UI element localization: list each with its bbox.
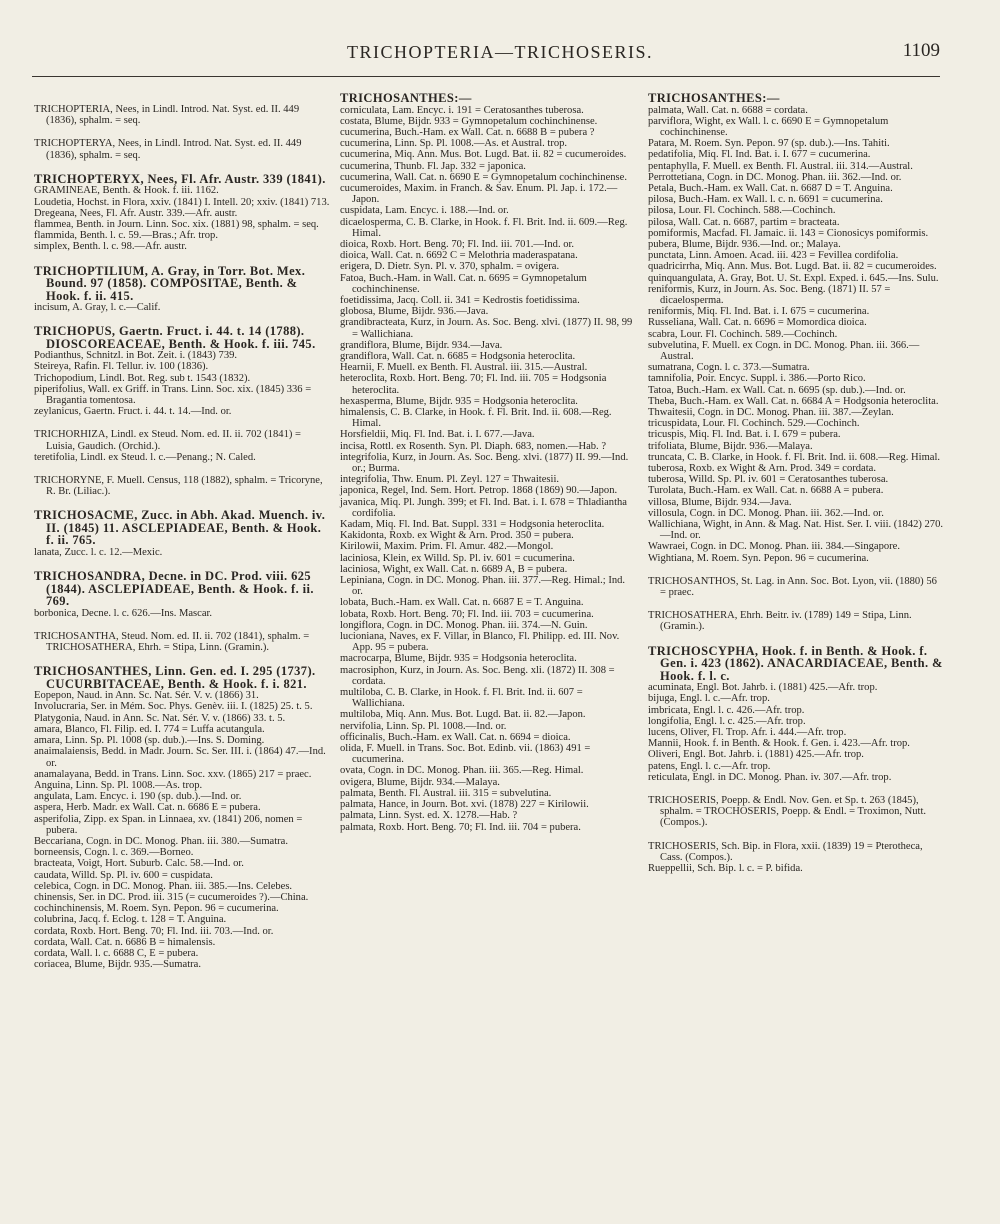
species-entry: punctata, Linn. Amoen. Acad. iii. 423 = Fevillea cordifolia. [648, 250, 899, 262]
header-rule [32, 76, 940, 77]
species-entry: tricuspis, Miq. Fl. Ind. Bat. i. I. 679 = pubera. [648, 429, 841, 441]
genus-entry: TRICHOSANTHOS, St. Lag. in Ann. Soc. Bot. Lyon, vii. (1880) 56 = praec. [648, 575, 937, 599]
species-entry: pubera, Blume, Bijdr. 936.—Ind. or.; Malaya. [648, 238, 841, 250]
species-entry: Tatoa, Buch.-Ham. ex Wall. Cat. n. 6695 (sp. dub.).—Ind. or. [648, 384, 906, 396]
species-entry: Trichopodium, Lindl. Bot. Reg. sub t. 1543 (1832). [34, 372, 251, 384]
species-entry: cordata, Wall. l. c. 6688 C, E = pubera. [34, 947, 199, 959]
species-entry: dioica, Wall. Cat. n. 6692 C = Melothria maderaspatana. [340, 250, 578, 262]
species-entry: pilosa, Lour. Fl. Cochinch. 588.—Cochinch. [648, 205, 836, 217]
species-entry: tamnifolia, Poir. Encyc. Suppl. i. 386.—Porto Rico. [648, 373, 866, 385]
species-entry: pomiformis, Macfad. Fl. Jamaic. ii. 143 = Cionosicys pomiformis. [648, 227, 929, 239]
species-entry: grandiflora, Blume, Bijdr. 934.—Java. [340, 339, 503, 351]
species-entry: imbricata, Engl. l. c. 426.—Afr. trop. [648, 704, 805, 716]
species-entry: villosa, Blume, Bijdr. 934.—Java. [648, 496, 792, 508]
species-entry: ovata, Cogn. in DC. Monog. Phan. iii. 365.—Reg. Himal. [340, 765, 584, 777]
species-entry: amara, Linn. Sp. Pl. 1008 (sp. dub.).—Ins. S. Doming. [34, 735, 265, 747]
species-entry: bracteata, Voigt, Hort. Suburb. Calc. 58.—Ind. or. [34, 858, 244, 870]
genus-entry: TRICHOPTERYA, Nees, in Lindl. Introd. Nat. Syst. ed. II. 449 (1836), sphalm. = seq. [34, 138, 302, 161]
genus-entry: TRICHOPTILIUM, A. Gray, in Torr. Bot. Mex. Bound. 97 (1858). COMPOSITAE, Benth. & Hook. f. ii. 415. [34, 263, 306, 303]
species-entry: truncata, C. B. Clarke, in Hook. f. Fl. Brit. Ind. ii. 608.—Reg. Himal. [648, 451, 941, 463]
species-entry: colubrina, Jacq. f. Eclog. t. 128 = T. Anguina. [34, 914, 227, 926]
species-entry: Perrottetiana, Cogn. in DC. Monog. Phan. iii. 362.—Ind. or. [648, 171, 902, 183]
genus-entry: TRICHOSANDRA, Decne. in DC. Prod. viii. 625 (1844). ASCLEPIADEAE, Benth. & Hook. f. ii. 769. [34, 569, 314, 609]
species-entry: pedatifolia, Miq. Fl. Ind. Bat. i. I. 677 = cucumerina. [648, 149, 871, 161]
species-entry: caudata, Willd. Sp. Pl. iv. 600 = cuspidata. [34, 869, 213, 881]
species-entry: borneensis, Cogn. l. c. 369.—Borneo. [34, 847, 194, 859]
species-entry: Dregeana, Nees, Fl. Afr. Austr. 339.—Afr. austr. [34, 207, 238, 219]
species-entry: dioica, Roxb. Hort. Beng. 70; Fl. Ind. iii. 701.—Ind. or. [340, 238, 575, 250]
species-entry: integrifolia, Kurz, in Journ. As. Soc. Beng. xlvi. (1877) II. 99.—Ind. or.; Burma. [340, 451, 629, 474]
species-entry: officinalis, Buch.-Ham. ex Wall. Cat. n. 6694 = dioica. [340, 731, 571, 743]
species-entry: erigera, D. Dietr. Syn. Pl. v. 370, sphalm. = ovigera. [340, 261, 560, 273]
species-entry: zeylanicus, Gaertn. Fruct. i. 44. t. 14.—Ind. or. [34, 406, 232, 418]
genus-entry: TRICHOSATHERA, Ehrh. Beitr. iv. (1789) 149 = Stipa, Linn. (Gramin.). [648, 610, 912, 633]
species-entry: foetidissima, Jacq. Coll. ii. 341 = Kedrostis foetidissima. [340, 294, 580, 306]
species-entry: incisa, Rottl. ex Rosenth. Syn. Pl. Diaph. 683, nomen.—Hab. ? [340, 440, 606, 452]
genus-entry: TRICHORYNE, F. Muell. Census, 118 (1882), sphalm. = Tricoryne, R. Br. (Liliac.). [34, 475, 323, 498]
species-entry: anaimalaiensis, Bedd. in Madr. Journ. Sc. Ser. III. i. (1864) 47.—Ind. or. [34, 746, 326, 769]
species-entry: Involucraria, Ser. in Mém. Soc. Phys. Genèv. iii. I. (1825) 25. t. 5. [34, 701, 313, 713]
species-entry: cucumeroides, Maxim. in Franch. & Sav. Enum. Pl. Jap. i. 172.—Japon. [340, 182, 618, 206]
species-entry: olida, F. Muell. in Trans. Soc. Bot. Edinb. vii. (1863) 491 = cucumerina. [340, 743, 591, 766]
species-entry: macrocarpa, Blume, Bijdr. 935 = Hodgsonia heteroclita. [340, 653, 577, 665]
species-entry: cordata, Roxb. Hort. Beng. 70; Fl. Ind. iii. 703.—Ind. or. [34, 925, 274, 937]
species-entry: chinensis, Ser. in DC. Prod. iii. 315 (= cucumeroides ?).—China. [34, 891, 309, 903]
species-entry: amara, Blanco, Fl. Filip. ed. I. 774 = Luffa acutangula. [34, 723, 265, 735]
genus-entry: TRICHOSERIS, Poepp. & Endl. Nov. Gen. et Sp. t. 263 (1845), sphalm. = TROCHOSERIS, Poepp. & Endl. = Troximon, Nutt. (Compos.). [648, 794, 927, 829]
species-entry: Podianthus, Schnitzl. in Bot. Zeit. i. (1843) 739. [34, 350, 238, 362]
column-left [34, 92, 330, 970]
species-entry: quadricirrha, Miq. Ann. Mus. Bot. Lugd. Bat. ii. 82 = cucumeroides. [648, 261, 937, 273]
species-entry: himalensis, C. B. Clarke, in Hook. f. Fl. Brit. Ind. ii. 608.—Reg. Himal. [340, 406, 612, 430]
species-entry: pilosa, Buch.-Ham. ex Wall. l. c. n. 6691 = cucumerina. [648, 194, 883, 206]
genus-entry: TRICHOPTERYX, Nees, Fl. Afr. Austr. 339 (1841). [34, 171, 326, 186]
genus-entry: TRICHOSCYPHA, Hook. f. in Benth. & Hook. f. Gen. i. 423 (1862). ANACARDIACEAE, Benth. & Hook. f. l. c. [648, 643, 943, 683]
species-entry: tuberosa, Roxb. ex Wight & Arn. Prod. 349 = cordata. [648, 463, 876, 474]
species-entry: Kakidonta, Roxb. ex Wight & Arn. Prod. 350 = pubera. [340, 530, 574, 542]
genus-entry: TRICHOSANTHA, Steud. Nom. ed. II. ii. 702 (1841), sphalm. = TRICHOSATHERA, Ehrh. = Stipa, Linn. (Gramin.). [34, 630, 310, 654]
species-entry: macrosiphon, Kurz, in Journ. As. Soc. Beng. xli. (1872) II. 308 = cordata. [340, 664, 615, 687]
species-entry: Oliveri, Engl. Bot. Jahrb. i. (1881) 425.—Afr. trop. [648, 749, 864, 761]
species-entry: pentaphylla, F. Muell. ex Benth. Fl. Austral. iii. 314.—Austral. [648, 160, 913, 172]
species-entry: laciniosa, Klein, ex Willd. Sp. Pl. iv. 601 = cucumerina. [340, 552, 575, 564]
species-entry: scabra, Lour. Fl. Cochinch. 589.—Cochinch. [648, 328, 838, 340]
species-entry: globosa, Blume, Bijdr. 936.—Java. [340, 306, 489, 318]
species-entry: reticulata, Engl. in DC. Monog. Phan. iv. 307.—Afr. trop. [648, 771, 892, 783]
species-entry: Fatoa, Buch.-Ham. in Wall. Cat. n. 6695 = Gymnopetalum cochinchinense. [340, 272, 587, 295]
species-entry: japonica, Regel, Ind. Sem. Hort. Petrop. 1868 (1869) 90.—Japon. [340, 485, 618, 497]
species-entry: tricuspidata, Lour. Fl. Cochinch. 529.—Cochinch. [648, 418, 860, 430]
column-middle [340, 92, 636, 833]
species-entry: villosula, Cogn. in DC. Monog. Phan. iii. 362.—Ind. or. [648, 507, 884, 519]
species-entry: aspera, Herb. Madr. ex Wall. Cat. n. 6686 E = pubera. [34, 802, 261, 814]
species-entry: simplex, Benth. l. c. 98.—Afr. austr. [34, 241, 187, 253]
species-entry: teretifolia, Lindl. ex Steud. l. c.—Penang.; N. Caled. [34, 451, 256, 463]
genus-entry: TRICHOSANTHES:— [648, 91, 780, 105]
species-entry: grandiflora, Wall. Cat. n. 6685 = Hodgsonia heteroclita. [340, 350, 576, 362]
species-entry: multiloba, Miq. Ann. Mus. Bot. Lugd. Bat. ii. 82.—Japon. [340, 709, 586, 721]
species-entry: parviflora, Wight, ex Wall. l. c. 6690 E = Gymnopetalum cochinchinense. [648, 115, 889, 138]
species-entry: Wallichiana, Wight, in Ann. & Mag. Nat. Hist. Ser. I. viii. (1842) 270.—Ind. or. [648, 519, 943, 542]
species-entry: heteroclita, Roxb. Hort. Beng. 70; Fl. Ind. iii. 705 = Hodgsonia heteroclita. [340, 373, 607, 396]
species-entry: Rueppellii, Sch. Bip. l. c. = P. bifida. [648, 862, 803, 874]
species-entry: Wightiana, M. Roem. Syn. Pepon. 96 = cucumerina. [648, 552, 869, 564]
page-title: TRICHOPTERIA—TRICHOSERIS. [346, 42, 653, 62]
species-entry: quinquangulata, A. Gray, Bot. U. St. Expl. Exped. i. 645.—Ins. Sulu. [648, 272, 939, 284]
genus-entry: TRICHOPUS, Gaertn. Fruct. i. 44. t. 14 (1788). DIOSCOREACEAE, Benth. & Hook. f. iii. 745. [34, 324, 316, 351]
species-entry: nervifolia, Linn. Sp. Pl. 1008.—Ind. or. [340, 720, 507, 732]
species-entry: Turolata, Buch.-Ham. ex Wall. Cat. n. 6688 A = pubera. [648, 485, 884, 497]
species-entry: Russeliana, Wall. Cat. n. 6696 = Momordica dioica. [648, 317, 867, 329]
species-entry: cucumerina, Linn. Sp. Pl. 1008.—As. et Austral. trop. [340, 138, 568, 150]
species-entry: Steireya, Rafin. Fl. Tellur. iv. 100 (1836). [34, 361, 209, 373]
species-entry: Patara, M. Roem. Syn. Pepon. 97 (sp. dub.).—Ins. Tahiti. [648, 138, 890, 150]
species-entry: angulata, Lam. Encyc. i. 190 (sp. dub.).—Ind. or. [34, 791, 242, 803]
species-entry: subvelutina, F. Muell. ex Cogn. in DC. Monog. Phan. iii. 366.—Austral. [648, 339, 920, 362]
species-entry: flammida, Benth. l. c. 59.—Bras.; Afr. trop. [34, 230, 218, 242]
species-entry: Kirilowii, Maxim. Prim. Fl. Amur. 482.—Mongol. [340, 541, 554, 553]
species-entry: piperifolius, Wall. ex Griff. in Trans. Linn. Soc. xix. (1845) 336 = Bragantia tomentosa. [34, 383, 312, 407]
species-entry: lucens, Oliver, Fl. Trop. Afr. i. 444.—Afr. trop. [648, 726, 847, 738]
species-entry: GRAMINEAE, Benth. & Hook. f. iii. 1162. [34, 185, 219, 197]
species-entry: acuminata, Engl. Bot. Jahrb. i. (1881) 425.—Afr. trop. [648, 682, 878, 694]
species-entry: Lepiniana, Cogn. in DC. Monog. Phan. iii. 377.—Reg. Himal.; Ind. or. [340, 575, 626, 598]
species-entry: coriacea, Blume, Bijdr. 935.—Sumatra. [34, 959, 201, 971]
species-entry: Eopepon, Naud. in Ann. Sc. Nat. Sér. V. v. (1866) 31. [34, 690, 259, 702]
species-entry: asperifolia, Zipp. ex Span. in Linnaea, xv. (1841) 206, nomen = pubera. [34, 813, 303, 836]
genus-entry: TRICHOSANTHES:— [340, 91, 472, 105]
species-entry: grandibracteata, Kurz, in Journ. As. Soc. Beng. xlvi. (1877) II. 98, 99 = Wallichiana. [340, 317, 633, 340]
species-entry: Beccariana, Cogn. in DC. Monog. Phan. iii. 380.—Sumatra. [34, 835, 288, 847]
species-entry: palmata, Hance, in Journ. Bot. xvi. (1878) 227 = Kirilowii. [340, 799, 589, 811]
species-entry: trifoliata, Blume, Bijdr. 936.—Malaya. [648, 440, 813, 452]
genus-entry: TRICHORHIZA, Lindl. ex Steud. Nom. ed. II. ii. 702 (1841) = Luisia, Gaudich. (Orchid.). [34, 429, 301, 452]
species-entry: bijuga, Engl. l. c.—Afr. trop. [648, 693, 770, 705]
species-entry: palmata, Wall. Cat. n. 6688 = cordata. [648, 104, 808, 116]
species-entry: anamalayana, Bedd. in Trans. Linn. Soc. xxv. (1865) 217 = praec. [34, 768, 312, 780]
species-entry: dicaelosperma, C. B. Clarke, in Hook. f. Fl. Brit. Ind. ii. 609.—Reg. Himal. [340, 216, 628, 239]
species-entry: corniculata, Lam. Encyc. i. 191 = Ceratosanthes tuberosa. [340, 104, 584, 116]
species-entry: lanata, Zucc. l. c. 12.—Mexic. [34, 546, 163, 558]
species-entry: reniformis, Miq. Fl. Ind. Bat. i. I. 675 = cucumerina. [648, 306, 870, 318]
species-entry: javanica, Miq. Pl. Jungh. 399; et Fl. Ind. Bat. i. I. 678 = Thladiantha cordifolia. [340, 496, 627, 519]
species-entry: cordata, Wall. Cat. n. 6686 B = himalensis. [34, 936, 216, 948]
species-entry: reniformis, Kurz, in Journ. As. Soc. Beng. (1871) II. 57 = dicaelosperma. [648, 283, 891, 306]
species-entry: palmata, Roxb. Hort. Beng. 70; Fl. Ind. iii. 704 = pubera. [340, 821, 581, 833]
species-entry: Platygonia, Naud. in Ann. Sc. Nat. Sér. V. v. (1866) 33. t. 5. [34, 712, 286, 724]
species-entry: lobata, Roxb. Hort. Beng. 70; Fl. Ind. iii. 703 = cucumerina. [340, 608, 594, 620]
species-entry: laciniosa, Wight, ex Wall. Cat. n. 6689 A, B = pubera. [340, 563, 568, 575]
species-entry: cucumerina, Wall. Cat. n. 6690 E = Gymnopetalum cochinchinense. [340, 171, 627, 183]
column-right [648, 92, 944, 874]
species-entry: Horsfieldii, Miq. Fl. Ind. Bat. i. I. 677.—Java. [340, 429, 535, 441]
species-entry: lucioniana, Naves, ex F. Villar, in Blanco, Fl. Philipp. ed. III. Nov. App. 95 = pubera. [340, 631, 620, 654]
species-entry: borbonica, Decne. l. c. 626.—Ins. Mascar. [34, 607, 213, 619]
species-entry: palmata, Benth. Fl. Austral. iii. 315 = subvelutina. [340, 787, 552, 799]
species-entry: Mannii, Hook. f. in Benth. & Hook. f. Gen. i. 423.—Afr. trop. [648, 738, 910, 750]
species-entry: ovigera, Blume, Bijdr. 934.—Malaya. [340, 776, 500, 788]
species-entry: Hearnii, F. Muell. ex Benth. Fl. Austral. iii. 315.—Austral. [340, 362, 588, 374]
species-entry: lobata, Buch.-Ham. ex Wall. Cat. n. 6687 E = T. Anguina. [340, 597, 584, 609]
species-entry: patens, Engl. l. c.—Afr. trop. [648, 760, 771, 772]
species-entry: costata, Blume, Bijdr. 933 = Gymnopetalum cochinchinense. [340, 115, 598, 127]
running-head [0, 40, 1000, 70]
species-entry: sumatrana, Cogn. l. c. 373.—Sumatra. [648, 362, 810, 374]
species-entry: Kadam, Miq. Fl. Ind. Bat. Suppl. 331 = Hodgsonia heteroclita. [340, 519, 605, 531]
species-entry: integrifolia, Thw. Enum. Pl. Zeyl. 127 = Thwaitesii. [340, 474, 560, 486]
species-entry: Anguina, Linn. Sp. Pl. 1008.—As. trop. [34, 779, 203, 791]
species-entry: Thwaitesii, Cogn. in DC. Monog. Phan. iii. 387.—Zeylan. [648, 406, 894, 418]
species-entry: multiloba, C. B. Clarke, in Hook. f. Fl. Brit. Ind. ii. 607 = Wallichiana. [340, 687, 583, 710]
species-entry: cochinchinensis, M. Roem. Syn. Pepon. 96 = cucumerina. [34, 903, 279, 915]
species-entry: Petala, Buch.-Ham. ex Wall. Cat. n. 6687 D = T. Anguina. [648, 182, 893, 194]
species-entry: longiflora, Cogn. in DC. Monog. Phan. iii. 374.—N. Guin. [340, 619, 588, 631]
genus-entry: TRICHOPTERIA, Nees, in Lindl. Introd. Nat. Syst. ed. II. 449 (1836), sphalm. = seq. [34, 104, 300, 127]
species-entry: Loudetia, Hochst. in Flora, xxiv. (1841) I. Intell. 20; xxiv. (1841) 713. [34, 196, 330, 208]
genus-entry: TRICHOSANTHES, Linn. Gen. ed. I. 295 (1737). CUCURBITACEAE, Benth. & Hook. f. i. 821. [34, 664, 316, 691]
species-entry: flammea, Benth. in Journ. Linn. Soc. xix. (1881) 98, sphalm. = seq. [34, 218, 319, 230]
species-entry: longifolia, Engl. l. c. 425.—Afr. trop. [648, 715, 806, 727]
species-entry: Wawraei, Cogn. in DC. Monog. Phan. iii. 384.—Singapore. [648, 541, 900, 553]
species-entry: Theba, Buch.-Ham. ex Wall. Cat. n. 6684 A = Hodgsonia heteroclita. [648, 395, 939, 407]
species-entry: cucumerina, Buch.-Ham. ex Wall. Cat. n. 6688 B = pubera ? [340, 126, 595, 138]
species-entry: pilosa, Wall. Cat. n. 6687, partim = bracteata. [648, 216, 840, 228]
page-number: 1109 [902, 40, 940, 61]
species-entry: cucumerina, Thunb. Fl. Jap. 332 = japonica. [340, 160, 526, 172]
species-entry: tuberosa, Willd. Sp. Pl. iv. 601 = Ceratosanthes tuberosa. [648, 474, 889, 486]
species-entry: palmata, Linn. Syst. ed. X. 1278.—Hab. ? [340, 810, 518, 822]
species-entry: hexasperma, Blume, Bijdr. 935 = Hodgsonia heteroclita. [340, 395, 578, 407]
genus-entry: TRICHOSERIS, Sch. Bip. in Flora, xxii. (1839) 19 = Pterotheca, Cass. (Compos.). [648, 840, 923, 863]
species-entry: incisum, A. Gray, l. c.—Calif. [34, 302, 161, 314]
species-entry: cucumerina, Miq. Ann. Mus. Bot. Lugd. Bat. ii. 82 = cucumeroides. [340, 149, 627, 161]
species-entry: cuspidata, Lam. Encyc. i. 188.—Ind. or. [340, 205, 509, 217]
genus-entry: TRICHOSACME, Zucc. in Abh. Akad. Muench. iv. II. (1845) 11. ASCLEPIADEAE, Benth. & Hook. f. ii. 765. [34, 508, 326, 548]
species-entry: celebica, Cogn. in DC. Monog. Phan. iii. 385.—Ins. Celebes. [34, 880, 293, 892]
